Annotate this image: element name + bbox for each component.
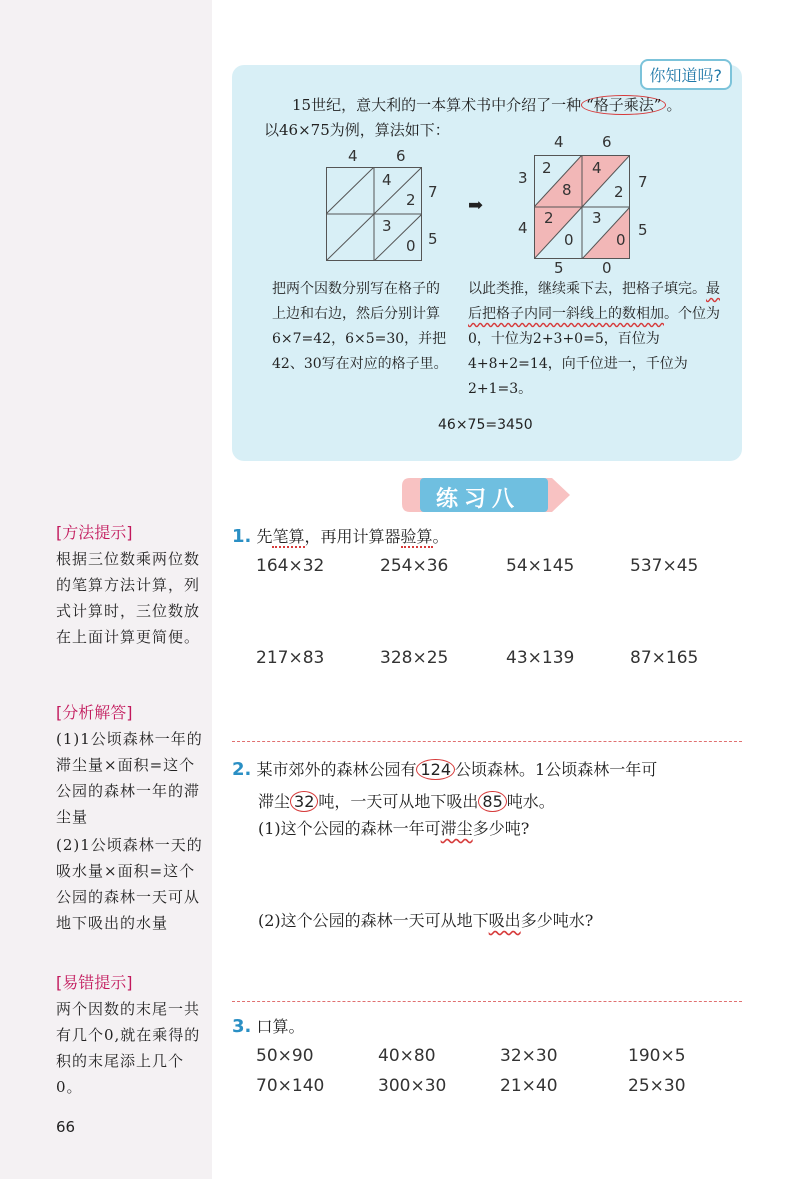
q3-expr-6: 300×30	[378, 1076, 447, 1096]
grid-right-top-2: 6	[602, 133, 612, 151]
divider-1	[232, 741, 742, 742]
caption-left: 把两个因数分别写在格子的上边和右边，然后分别计算6×7=42，6×5=30，并把42、30写在对应的格子里。	[272, 281, 448, 372]
q2-text-d: 吨，一天可从地下吸出	[318, 792, 479, 811]
caption-right-c: 。个位为0，十位为2+3+0=5，百位为4+8+2=14，向千位进一，千位为2+1=3。	[468, 306, 720, 397]
exercise-title: 练习八	[436, 487, 521, 512]
grid-left-top-2: 6	[396, 147, 406, 165]
grid-right-cell-f: 0	[564, 231, 574, 249]
q1-number: 1.	[232, 526, 252, 547]
q2-sub1-b: 滞尘	[440, 819, 473, 838]
grid-right-cell-h: 0	[616, 231, 626, 249]
q3-label: 口算。	[256, 1017, 305, 1036]
q3-number: 3.	[232, 1016, 252, 1037]
result-equation: 46×75=3450	[438, 417, 533, 433]
grid-left-right-1: 7	[428, 183, 438, 201]
grid-left-top-1: 4	[348, 147, 358, 165]
q1-expr-6: 328×25	[380, 648, 449, 668]
q1-expr-8: 87×165	[630, 648, 699, 668]
q1-expr-1: 164×32	[256, 556, 325, 576]
divider-2	[232, 1001, 742, 1002]
error-tip-heading: [易错提示]	[56, 973, 133, 992]
analysis-text-2: (2)1公顷森林一天的吸水量×面积=这个公园的森林一天可从地下吸出的水量	[56, 836, 203, 932]
grid-right-bottom-1: 5	[554, 259, 564, 277]
grid-left-cell-d: 0	[406, 237, 416, 255]
grid-right-top-1: 4	[554, 133, 564, 151]
grid-right-cell-a: 2	[542, 159, 552, 177]
method-tip-text: 根据三位数乘两位数的笔算方法计算，列式计算时，三位数放在上面计算更简便。	[56, 550, 201, 646]
q1-expr-5: 217×83	[256, 648, 325, 668]
page-number: 66	[56, 1118, 76, 1136]
q1-text-d: 验算	[400, 527, 433, 546]
intro-line-2: 以46×75为例，算法如下：	[264, 121, 450, 139]
grid-right-cell-g: 3	[592, 209, 602, 227]
q2-text-e: 吨水。	[506, 792, 555, 811]
caption-right-a: 以此类推，继续乘下去，把格子填完。	[468, 281, 706, 297]
q2-value-water: 85	[478, 791, 506, 812]
caption-right-b: 最后把格子内同一斜线上的数相加	[468, 281, 720, 322]
intro-text-a: 15世纪，意大利的一本算术书中介绍了一种	[292, 96, 582, 114]
grid-left-cell-c: 3	[382, 217, 392, 235]
q3-expr-2: 40×80	[378, 1046, 436, 1066]
did-you-know-tag: 你知道吗?	[640, 59, 733, 90]
grid-right-bottom-2: 0	[602, 259, 612, 277]
question-2	[232, 754, 742, 818]
q1-expr-7: 43×139	[506, 648, 575, 668]
intro-line-1	[292, 93, 732, 118]
q2-sub1-a: (1)这个公园的森林一年可	[258, 819, 441, 838]
q1-text-a: 先	[256, 527, 273, 546]
method-tip-heading: [方法提示]	[56, 523, 133, 542]
q3-expr-8: 25×30	[628, 1076, 686, 1096]
question-1	[232, 524, 449, 547]
grid-left-right-2: 5	[428, 230, 438, 248]
q3-expr-5: 70×140	[256, 1076, 325, 1096]
grid-right-cell-b: 8	[562, 181, 572, 199]
grid-right-left-2: 4	[518, 219, 528, 237]
q2-text-c: 滞尘	[258, 792, 291, 811]
q1-text-e: 。	[432, 527, 449, 546]
sidebar	[0, 0, 212, 1179]
q1-text-c: ，再用计算器	[304, 527, 401, 546]
q2-sub2-c: 多少吨水?	[520, 911, 594, 930]
grid-left-cell-a: 4	[382, 171, 392, 189]
analysis-heading: [分析解答]	[56, 703, 133, 722]
q2-number: 2.	[232, 759, 252, 780]
error-tip-text: 两个因数的末尾一共有几个0,就在乘得的积的末尾添上几个0。	[56, 1000, 201, 1096]
intro-text-b: 。	[666, 96, 682, 114]
q3-expr-1: 50×90	[256, 1046, 314, 1066]
q1-expr-2: 254×36	[380, 556, 449, 576]
q3-expr-4: 190×5	[628, 1046, 686, 1066]
caption-right	[468, 277, 720, 402]
q2-value-dust: 32	[290, 791, 318, 812]
q2-value-area: 124	[416, 759, 455, 780]
q2-text-a: 某市郊外的森林公园有	[256, 760, 417, 779]
did-you-know-box	[232, 65, 742, 461]
grid-left-cell-b: 2	[406, 191, 416, 209]
grid-right-left-1: 3	[518, 169, 528, 187]
arrow-icon: ➡	[468, 195, 484, 216]
q1-expr-4: 537×45	[630, 556, 699, 576]
q2-text-b: 公顷森林。1公顷森林一年可	[455, 760, 658, 779]
q1-expr-3: 54×145	[506, 556, 575, 576]
q2-sub-2	[258, 908, 593, 931]
q2-sub2-b: 吸出	[488, 911, 521, 930]
q2-sub2-a: (2)这个公园的森林一天可从地下	[258, 911, 489, 930]
analysis-text-1: (1)1公顷森林一年的滞尘量×面积=这个公园的森林一年的滞尘量	[56, 730, 203, 826]
q2-sub1-c: 多少吨?	[472, 819, 530, 838]
question-3	[232, 1014, 304, 1037]
grid-right-cell-c: 4	[592, 159, 602, 177]
grid-right-right-2: 5	[638, 221, 648, 239]
q3-expr-3: 32×30	[500, 1046, 558, 1066]
q3-expr-7: 21×40	[500, 1076, 558, 1096]
q1-text-b: 笔算	[272, 527, 305, 546]
grid-right-cell-e: 2	[544, 209, 554, 227]
grid-right-cell-d: 2	[614, 183, 624, 201]
grid-right-right-1: 7	[638, 173, 648, 191]
intro-term: “格子乘法”	[581, 95, 666, 115]
q2-sub-1	[258, 816, 529, 839]
